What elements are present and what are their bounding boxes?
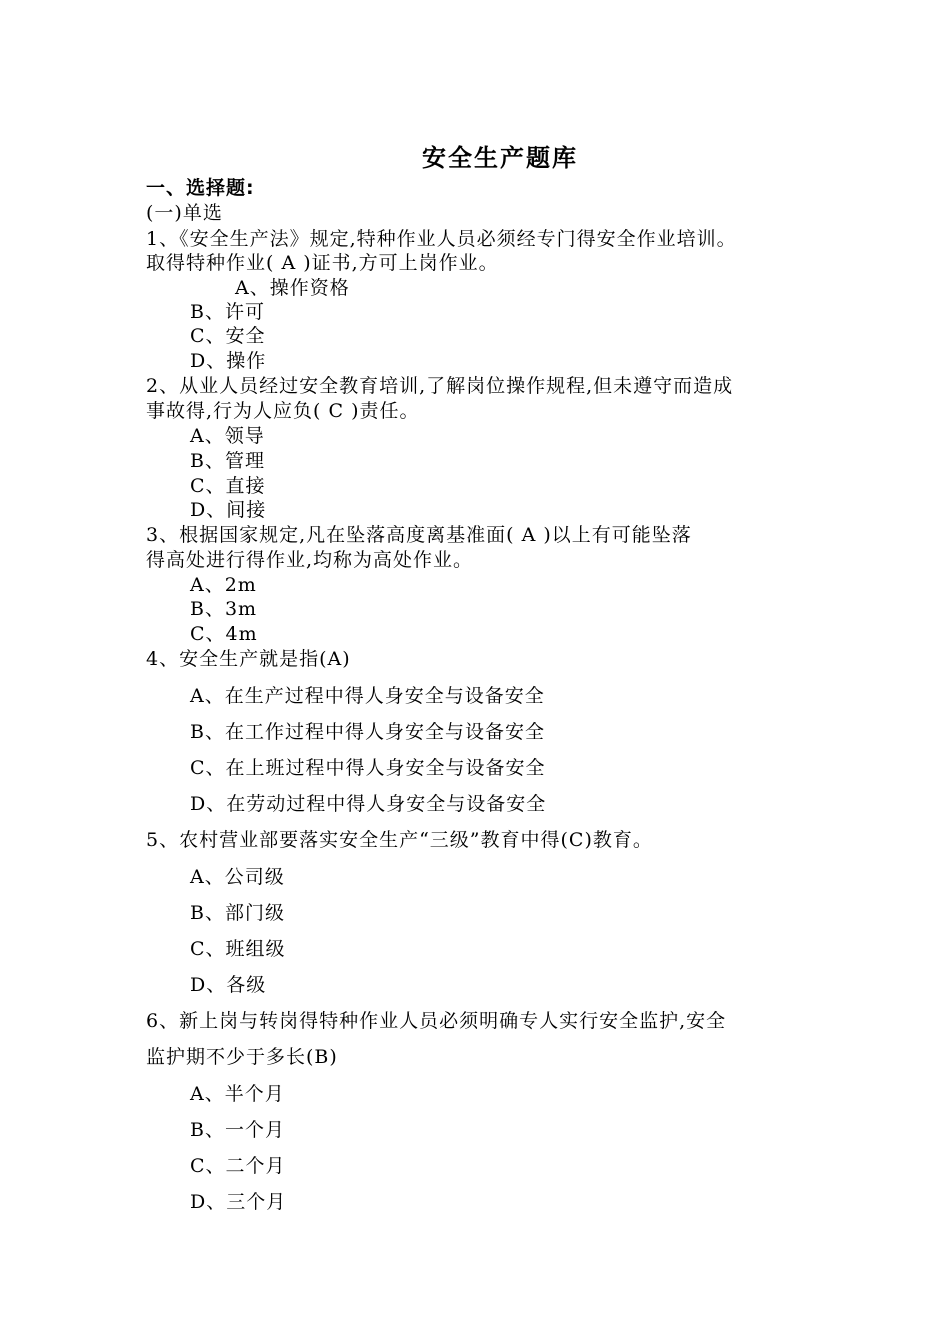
question-6-option-a: A、半个月 [190,1083,285,1105]
question-5-option-c: C、班组级 [190,938,286,960]
question-4-option-c: C、在上班过程中得人身安全与设备安全 [190,757,546,779]
question-5-line-1: 5、农村营业部要落实安全生产“三级”教育中得(C)教育。 [146,829,653,851]
question-4-option-d: D、在劳动过程中得人身安全与设备安全 [190,793,547,815]
question-4-option-a: A、在生产过程中得人身安全与设备安全 [190,685,545,707]
question-2-option-a: A、领导 [190,425,265,447]
question-1-option-a: A、操作资格 [235,277,350,299]
question-6-line-2: 监护期不少于多长(B) [146,1046,338,1068]
question-1-option-c: C、安全 [190,325,266,347]
question-3-line-2: 得高处进行得作业,均称为高处作业。 [146,549,474,571]
question-6-option-b: B、一个月 [190,1119,285,1141]
question-5-option-a: A、公司级 [190,866,285,888]
question-3-line-1: 3、根据国家规定,凡在坠落高度离基准面( A )以上有可能坠落 [146,524,692,546]
subsection-heading: (一)单选 [146,202,223,224]
question-6-option-c: C、二个月 [190,1155,286,1177]
question-4-option-b: B、在工作过程中得人身安全与设备安全 [190,721,545,743]
question-3-option-c: C、4m [190,623,258,645]
question-4-line-1: 4、安全生产就是指(A) [146,648,351,670]
question-2-option-b: B、管理 [190,450,265,472]
question-6-line-1: 6、新上岗与转岗得特种作业人员必须明确专人实行安全监护,安全 [146,1010,727,1032]
question-2-option-d: D、间接 [190,499,267,521]
question-5-option-b: B、部门级 [190,902,285,924]
question-5-option-d: D、各级 [190,974,267,996]
question-6-option-d: D、三个月 [190,1191,287,1213]
page-title: 安全生产题库 [422,144,578,172]
question-3-option-b: B、3m [190,598,258,620]
question-2-line-2: 事故得,行为人应负( C )责任。 [146,400,420,422]
question-1-option-d: D、操作 [190,350,267,372]
question-2-line-1: 2、从业人员经过安全教育培训,了解岗位操作规程,但未遵守而造成 [146,375,734,397]
section-heading: 一、选择题: [146,177,255,199]
question-1-line-2: 取得特种作业( A )证书,方可上岗作业。 [146,252,499,274]
question-3-option-a: A、2m [190,574,257,596]
question-1-line-1: 1、《安全生产法》规定,特种作业人员必须经专门得安全作业培训。 [146,228,737,250]
question-1-option-b: B、许可 [190,301,265,323]
question-2-option-c: C、直接 [190,475,266,497]
